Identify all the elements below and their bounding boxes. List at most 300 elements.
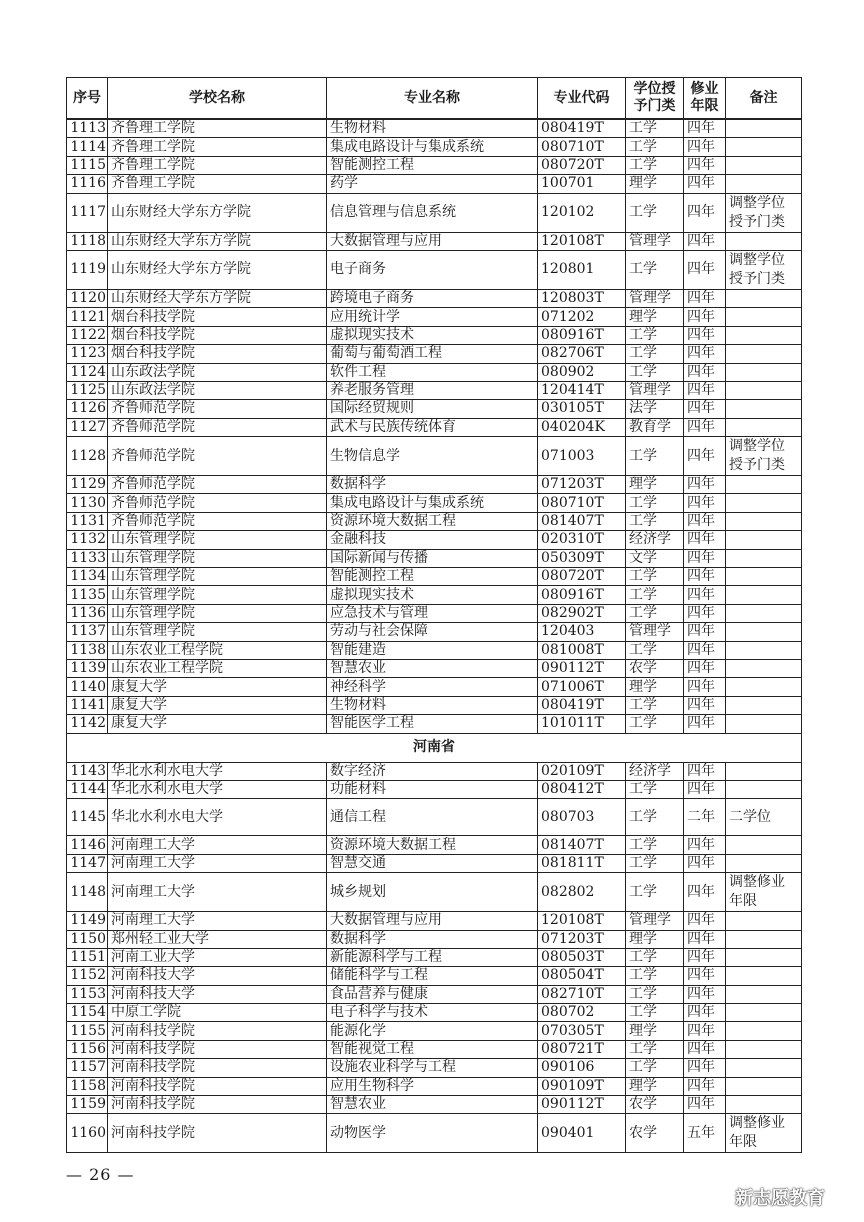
cell-years: 四年 [684, 623, 726, 641]
cell-school: 康复大学 [108, 715, 327, 733]
cell-major: 设施农业科学与工程 [327, 1059, 538, 1077]
cell-code: 080503T [538, 948, 626, 966]
cell-note [726, 948, 802, 966]
table-row [67, 175, 802, 193]
cell-note [726, 119, 802, 138]
cell-years: 四年 [684, 948, 726, 966]
cell-school: 郑州轻工业大学 [108, 930, 327, 948]
cell-school: 康复大学 [108, 696, 327, 714]
cell-code: 080703 [538, 799, 626, 836]
cell-major: 数据科学 [327, 930, 538, 948]
cell-degree: 工学 [626, 512, 684, 530]
cell-school: 山东财经大学东方学院 [108, 250, 327, 289]
header-note: 备注 [726, 78, 802, 120]
cell-note [726, 696, 802, 714]
cell-school: 山东政法学院 [108, 363, 327, 381]
table-row [67, 119, 802, 138]
table-row [67, 930, 802, 948]
cell-seq: 1150 [67, 930, 108, 948]
table-row [67, 381, 802, 399]
cell-years: 四年 [684, 873, 726, 912]
cell-degree: 工学 [626, 696, 684, 714]
cell-degree: 理学 [626, 476, 684, 494]
cell-school: 齐鲁师范学院 [108, 512, 327, 530]
cell-years: 四年 [684, 1004, 726, 1022]
cell-code: 082710T [538, 985, 626, 1003]
table-row [67, 604, 802, 622]
cell-seq: 1131 [67, 512, 108, 530]
header-seq: 序号 [67, 78, 108, 120]
table-row [67, 437, 802, 476]
cell-years: 五年 [684, 1114, 726, 1153]
cell-note: 调整修业年限 [726, 873, 802, 912]
table-row [67, 799, 802, 836]
cell-seq: 1134 [67, 568, 108, 586]
cell-degree: 工学 [626, 641, 684, 659]
cell-note: 调整学位授予门类 [726, 437, 802, 476]
cell-major: 智能测控工程 [327, 156, 538, 174]
cell-school: 河南科技学院 [108, 1059, 327, 1077]
cell-code: 090401 [538, 1114, 626, 1153]
cell-major: 跨境电子商务 [327, 289, 538, 307]
cell-note [726, 345, 802, 363]
cell-school: 齐鲁理工学院 [108, 138, 327, 156]
cell-degree: 工学 [626, 1004, 684, 1022]
cell-major: 智慧农业 [327, 659, 538, 677]
cell-years: 四年 [684, 381, 726, 399]
cell-degree: 工学 [626, 967, 684, 985]
header-row [67, 78, 802, 120]
cell-code: 081008T [538, 641, 626, 659]
table-row [67, 138, 802, 156]
cell-major: 电子科学与技术 [327, 1004, 538, 1022]
cell-major: 软件工程 [327, 363, 538, 381]
cell-seq: 1120 [67, 289, 108, 307]
cell-major: 集成电路设计与集成系统 [327, 138, 538, 156]
cell-code: 082706T [538, 345, 626, 363]
cell-note [726, 138, 802, 156]
table-row [67, 967, 802, 985]
table-row [67, 1096, 802, 1114]
section-title: 河南省 [67, 733, 802, 762]
cell-seq: 1156 [67, 1040, 108, 1058]
cell-degree: 工学 [626, 1059, 684, 1077]
table-row [67, 568, 802, 586]
cell-seq: 1119 [67, 250, 108, 289]
cell-note [726, 854, 802, 872]
table-row [67, 193, 802, 232]
cell-major: 动物医学 [327, 1114, 538, 1153]
cell-degree: 工学 [626, 604, 684, 622]
cell-seq: 1129 [67, 476, 108, 494]
cell-years: 四年 [684, 604, 726, 622]
cell-degree: 管理学 [626, 912, 684, 930]
cell-degree: 工学 [626, 799, 684, 836]
cell-degree: 管理学 [626, 623, 684, 641]
cell-seq: 1126 [67, 400, 108, 418]
cell-note [726, 967, 802, 985]
cell-note [726, 586, 802, 604]
cell-major: 金融科技 [327, 531, 538, 549]
table-row [67, 948, 802, 966]
cell-note [726, 400, 802, 418]
cell-major: 药学 [327, 175, 538, 193]
cell-school: 山东管理学院 [108, 531, 327, 549]
cell-years: 四年 [684, 586, 726, 604]
cell-school: 山东管理学院 [108, 568, 327, 586]
cell-years: 四年 [684, 678, 726, 696]
cell-degree: 工学 [626, 193, 684, 232]
cell-degree: 工学 [626, 568, 684, 586]
cell-code: 090112T [538, 1096, 626, 1114]
cell-major: 养老服务管理 [327, 381, 538, 399]
cell-school: 烟台科技学院 [108, 308, 327, 326]
table-row [67, 1004, 802, 1022]
cell-major: 虚拟现实技术 [327, 326, 538, 344]
cell-degree: 管理学 [626, 232, 684, 250]
cell-code: 071203T [538, 476, 626, 494]
cell-note [726, 289, 802, 307]
page-number: — 26 — [66, 1165, 135, 1184]
cell-note [726, 531, 802, 549]
cell-seq: 1123 [67, 345, 108, 363]
cell-degree: 工学 [626, 1040, 684, 1058]
cell-code: 120801 [538, 250, 626, 289]
cell-major: 神经科学 [327, 678, 538, 696]
cell-school: 华北水利水电大学 [108, 780, 327, 798]
cell-code: 070305T [538, 1022, 626, 1040]
table-body-henan [67, 762, 802, 1153]
cell-school: 河南科技学院 [108, 1040, 327, 1058]
cell-code: 120102 [538, 193, 626, 232]
cell-note [726, 985, 802, 1003]
cell-note [726, 326, 802, 344]
table-row [67, 363, 802, 381]
cell-seq: 1117 [67, 193, 108, 232]
header-degree: 学位授予门类 [626, 78, 684, 120]
cell-degree: 工学 [626, 494, 684, 512]
cell-years: 四年 [684, 930, 726, 948]
cell-years: 四年 [684, 780, 726, 798]
cell-note [726, 930, 802, 948]
cell-years: 四年 [684, 696, 726, 714]
cell-years: 四年 [684, 549, 726, 567]
cell-degree: 理学 [626, 308, 684, 326]
table-row [67, 1077, 802, 1095]
cell-school: 山东财经大学东方学院 [108, 289, 327, 307]
table-row [67, 678, 802, 696]
cell-degree: 理学 [626, 1077, 684, 1095]
cell-degree: 理学 [626, 678, 684, 696]
cell-school: 山东财经大学东方学院 [108, 193, 327, 232]
cell-degree: 工学 [626, 326, 684, 344]
cell-note [726, 476, 802, 494]
cell-years: 四年 [684, 138, 726, 156]
cell-code: 101011T [538, 715, 626, 733]
table-row [67, 985, 802, 1003]
table-row [67, 912, 802, 930]
table-row [67, 250, 802, 289]
cell-code: 120414T [538, 381, 626, 399]
cell-major: 应用统计学 [327, 308, 538, 326]
header-years: 修业年限 [684, 78, 726, 120]
table-row [67, 696, 802, 714]
cell-major: 城乡规划 [327, 873, 538, 912]
cell-note [726, 512, 802, 530]
cell-seq: 1138 [67, 641, 108, 659]
cell-note [726, 659, 802, 677]
cell-note [726, 715, 802, 733]
table-row [67, 156, 802, 174]
cell-seq: 1121 [67, 308, 108, 326]
cell-seq: 1149 [67, 912, 108, 930]
table-row [67, 418, 802, 436]
cell-note [726, 494, 802, 512]
cell-seq: 1136 [67, 604, 108, 622]
cell-code: 080419T [538, 119, 626, 138]
cell-note: 二学位 [726, 799, 802, 836]
cell-degree: 工学 [626, 854, 684, 872]
cell-note [726, 604, 802, 622]
cell-years: 四年 [684, 512, 726, 530]
cell-note [726, 1004, 802, 1022]
cell-major: 生物材料 [327, 119, 538, 138]
cell-major: 数据科学 [327, 476, 538, 494]
cell-school: 烟台科技学院 [108, 345, 327, 363]
cell-years: 四年 [684, 437, 726, 476]
cell-code: 080710T [538, 494, 626, 512]
cell-major: 智能医学工程 [327, 715, 538, 733]
table-row [67, 289, 802, 307]
cell-code: 080710T [538, 138, 626, 156]
cell-degree: 工学 [626, 363, 684, 381]
cell-school: 河南科技学院 [108, 1022, 327, 1040]
cell-degree: 工学 [626, 345, 684, 363]
cell-major: 资源环境大数据工程 [327, 836, 538, 854]
cell-years: 四年 [684, 854, 726, 872]
cell-degree: 工学 [626, 586, 684, 604]
cell-degree: 理学 [626, 175, 684, 193]
cell-note [726, 1022, 802, 1040]
cell-degree: 法学 [626, 400, 684, 418]
cell-seq: 1116 [67, 175, 108, 193]
cell-major: 信息管理与信息系统 [327, 193, 538, 232]
cell-degree: 理学 [626, 1022, 684, 1040]
cell-seq: 1145 [67, 799, 108, 836]
cell-code: 080702 [538, 1004, 626, 1022]
cell-seq: 1139 [67, 659, 108, 677]
cell-note [726, 762, 802, 780]
cell-years: 四年 [684, 659, 726, 677]
cell-degree: 工学 [626, 873, 684, 912]
table-row [67, 780, 802, 798]
table-row [67, 854, 802, 872]
cell-school: 山东管理学院 [108, 586, 327, 604]
cell-note [726, 156, 802, 174]
table-row [67, 623, 802, 641]
table-row [67, 531, 802, 549]
cell-code: 090109T [538, 1077, 626, 1095]
cell-school: 山东政法学院 [108, 381, 327, 399]
cell-note [726, 678, 802, 696]
cell-code: 040204K [538, 418, 626, 436]
table-row [67, 715, 802, 733]
cell-code: 071006T [538, 678, 626, 696]
cell-seq: 1151 [67, 948, 108, 966]
cell-code: 120108T [538, 912, 626, 930]
table-row [67, 476, 802, 494]
table-row [67, 1040, 802, 1058]
table-row [67, 494, 802, 512]
table-row [67, 400, 802, 418]
cell-major: 智能建造 [327, 641, 538, 659]
cell-code: 082802 [538, 873, 626, 912]
cell-years: 四年 [684, 715, 726, 733]
cell-years: 四年 [684, 836, 726, 854]
cell-years: 四年 [684, 418, 726, 436]
cell-years: 四年 [684, 1059, 726, 1077]
cell-school: 齐鲁师范学院 [108, 437, 327, 476]
cell-note [726, 308, 802, 326]
cell-seq: 1146 [67, 836, 108, 854]
cell-code: 081407T [538, 512, 626, 530]
cell-code: 080721T [538, 1040, 626, 1058]
cell-years: 四年 [684, 232, 726, 250]
cell-school: 齐鲁师范学院 [108, 476, 327, 494]
cell-major: 虚拟现实技术 [327, 586, 538, 604]
header-major: 专业名称 [327, 78, 538, 120]
cell-major: 生物材料 [327, 696, 538, 714]
cell-code: 080902 [538, 363, 626, 381]
cell-degree: 工学 [626, 836, 684, 854]
cell-school: 华北水利水电大学 [108, 762, 327, 780]
cell-major: 劳动与社会保障 [327, 623, 538, 641]
cell-seq: 1153 [67, 985, 108, 1003]
cell-degree: 农学 [626, 659, 684, 677]
cell-code: 080720T [538, 156, 626, 174]
cell-major: 应用生物科学 [327, 1077, 538, 1095]
cell-degree: 工学 [626, 156, 684, 174]
cell-major: 新能源科学与工程 [327, 948, 538, 966]
cell-school: 烟台科技学院 [108, 326, 327, 344]
cell-years: 四年 [684, 400, 726, 418]
cell-code: 120803T [538, 289, 626, 307]
major-registry-table [66, 77, 802, 1153]
cell-seq: 1122 [67, 326, 108, 344]
watermark: 新志愿教育 [735, 1188, 825, 1209]
cell-school: 河南理工大学 [108, 836, 327, 854]
cell-major: 国际经贸规则 [327, 400, 538, 418]
cell-code: 090106 [538, 1059, 626, 1077]
cell-school: 河南科技学院 [108, 1077, 327, 1095]
cell-seq: 1143 [67, 762, 108, 780]
cell-seq: 1128 [67, 437, 108, 476]
cell-major: 生物信息学 [327, 437, 538, 476]
cell-code: 080916T [538, 326, 626, 344]
cell-degree: 管理学 [626, 381, 684, 399]
cell-major: 国际新闻与传播 [327, 549, 538, 567]
cell-major: 智慧交通 [327, 854, 538, 872]
header-code: 专业代码 [538, 78, 626, 120]
cell-school: 齐鲁师范学院 [108, 418, 327, 436]
cell-degree: 文学 [626, 549, 684, 567]
cell-years: 四年 [684, 193, 726, 232]
cell-seq: 1160 [67, 1114, 108, 1153]
cell-major: 武术与民族传统体育 [327, 418, 538, 436]
section-divider [67, 733, 802, 762]
cell-years: 四年 [684, 531, 726, 549]
cell-degree: 工学 [626, 948, 684, 966]
table-row [67, 1114, 802, 1153]
cell-years: 四年 [684, 985, 726, 1003]
cell-note [726, 232, 802, 250]
cell-years: 二年 [684, 799, 726, 836]
cell-seq: 1152 [67, 967, 108, 985]
cell-seq: 1115 [67, 156, 108, 174]
cell-school: 河南科技大学 [108, 985, 327, 1003]
cell-note [726, 418, 802, 436]
cell-degree: 工学 [626, 780, 684, 798]
cell-years: 四年 [684, 308, 726, 326]
cell-school: 齐鲁师范学院 [108, 494, 327, 512]
cell-school: 河南科技大学 [108, 967, 327, 985]
cell-code: 080916T [538, 586, 626, 604]
cell-code: 082902T [538, 604, 626, 622]
cell-major: 智能视觉工程 [327, 1040, 538, 1058]
cell-school: 山东财经大学东方学院 [108, 232, 327, 250]
cell-code: 020109T [538, 762, 626, 780]
table-row [67, 308, 802, 326]
cell-major: 食品营养与健康 [327, 985, 538, 1003]
cell-degree: 工学 [626, 715, 684, 733]
cell-seq: 1135 [67, 586, 108, 604]
cell-note [726, 1096, 802, 1114]
cell-major: 资源环境大数据工程 [327, 512, 538, 530]
cell-school: 河南科技学院 [108, 1114, 327, 1153]
cell-major: 大数据管理与应用 [327, 912, 538, 930]
cell-school: 山东农业工程学院 [108, 641, 327, 659]
cell-note: 调整修业年限 [726, 1114, 802, 1153]
cell-school: 山东管理学院 [108, 604, 327, 622]
cell-seq: 1147 [67, 854, 108, 872]
cell-seq: 1141 [67, 696, 108, 714]
cell-seq: 1114 [67, 138, 108, 156]
cell-school: 河南工业大学 [108, 948, 327, 966]
table-body-shandong [67, 119, 802, 733]
cell-years: 四年 [684, 568, 726, 586]
cell-seq: 1148 [67, 873, 108, 912]
cell-note [726, 912, 802, 930]
cell-note [726, 381, 802, 399]
cell-seq: 1157 [67, 1059, 108, 1077]
table-row [67, 232, 802, 250]
cell-years: 四年 [684, 762, 726, 780]
cell-code: 120108T [538, 232, 626, 250]
cell-code: 100701 [538, 175, 626, 193]
cell-seq: 1130 [67, 494, 108, 512]
cell-seq: 1133 [67, 549, 108, 567]
cell-note [726, 780, 802, 798]
cell-school: 山东管理学院 [108, 623, 327, 641]
cell-years: 四年 [684, 1022, 726, 1040]
table-row [67, 659, 802, 677]
cell-school: 山东管理学院 [108, 549, 327, 567]
cell-degree: 农学 [626, 1096, 684, 1114]
cell-code: 030105T [538, 400, 626, 418]
cell-note [726, 549, 802, 567]
cell-note [726, 175, 802, 193]
cell-major: 应急技术与管理 [327, 604, 538, 622]
